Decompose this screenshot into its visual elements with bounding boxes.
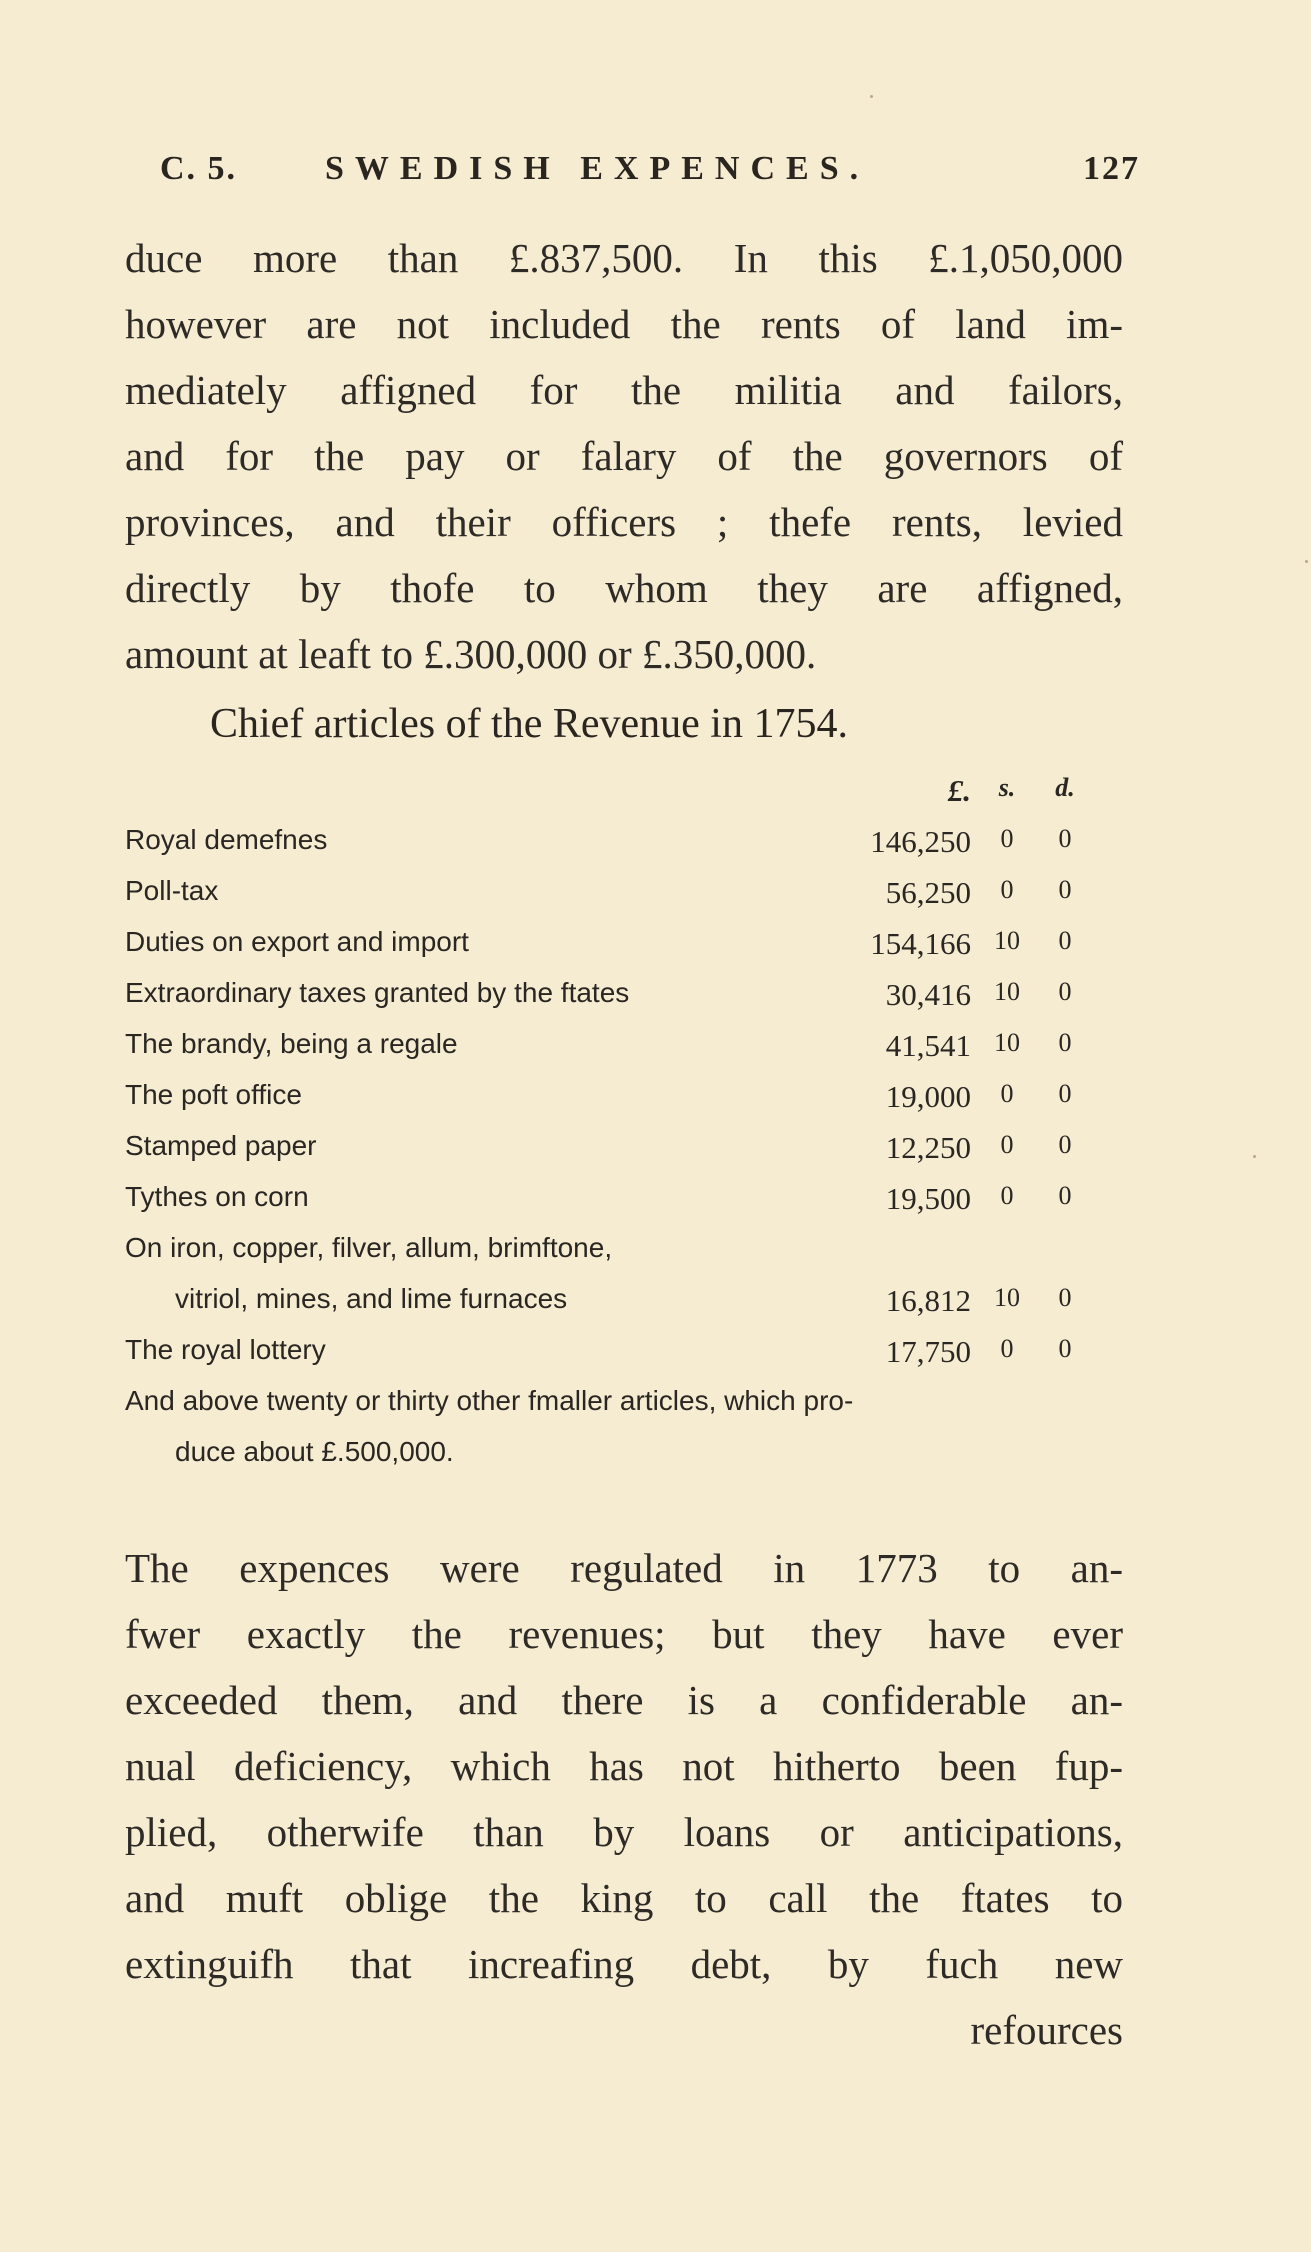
row-label: Poll-tax: [125, 875, 219, 906]
row-pounds: 16,812: [885, 1283, 971, 1318]
text-line: provinces, and their officers ; thefe rents, levied: [125, 499, 1123, 545]
table-row: [125, 1326, 1123, 1377]
table-row: [125, 816, 1123, 867]
table-title: Chief articles of the Revenue in 1754.: [210, 701, 848, 747]
row-pounds: 17,750: [885, 1334, 971, 1369]
text-line: mediately affigned for the militia and failors,: [125, 367, 1123, 413]
text-line: amount at leaft to £.300,000 or £.350,000.: [125, 631, 817, 677]
row-pounds: 41,541: [885, 1028, 971, 1063]
row-label-continued: vitriol, mines, and lime furnaces: [175, 1283, 568, 1314]
table-row: [125, 867, 1123, 918]
table-row: [125, 918, 1123, 969]
table-row: [125, 1122, 1123, 1173]
text-line: The expences were regulated in 1773 to an-: [125, 1545, 1123, 1591]
row-pence: 0: [1058, 1130, 1072, 1159]
row-pence: 0: [1058, 1079, 1072, 1108]
row-pounds: 56,250: [885, 875, 971, 910]
table-row: [125, 1173, 1123, 1224]
row-pounds: 12,250: [885, 1130, 971, 1165]
running-title: SWEDISH EXPENCES.: [325, 150, 870, 187]
row-pence: 0: [1058, 926, 1072, 955]
paper-speck: [1253, 1155, 1256, 1158]
table-row-continued: [125, 1275, 1123, 1326]
row-pence: 0: [1058, 1181, 1072, 1210]
row-label: Extraordinary taxes granted by the ftates: [125, 977, 630, 1008]
table-row: [125, 1071, 1123, 1122]
pence-column-header: d.: [1055, 773, 1075, 802]
row-pence: 0: [1058, 977, 1072, 1006]
text-line: however are not included the rents of land im-: [125, 301, 1123, 347]
paragraph-expences: [125, 1535, 1123, 2063]
row-pounds: 19,500: [885, 1181, 971, 1216]
revenue-table: [125, 765, 1123, 1479]
table-row: [125, 1020, 1123, 1071]
chapter-number: C. 5.: [160, 150, 238, 187]
text-line: extinguifh that increafing debt, by fuch new: [125, 1941, 1123, 1987]
row-label: The poft office: [125, 1079, 302, 1110]
row-shillings: 0: [1000, 1130, 1014, 1159]
running-header: [160, 150, 1140, 200]
row-label: The brandy, being a regale: [125, 1028, 458, 1059]
row-pounds: 146,250: [870, 824, 971, 859]
catchword: refources: [970, 2007, 1123, 2053]
table-note: [125, 1377, 1123, 1428]
text-line: exceeded them, and there is a confiderable an-: [125, 1677, 1123, 1723]
row-pence: 0: [1058, 1334, 1072, 1363]
row-pence: 0: [1058, 875, 1072, 904]
text-line: and for the pay or falary of the governors of: [125, 433, 1123, 479]
row-label: On iron, copper, filver, allum, brimftone,: [125, 1232, 613, 1263]
text-line: nual deficiency, which has not hitherto been fup-: [125, 1743, 1123, 1789]
row-pence: 0: [1058, 824, 1072, 853]
row-label: Tythes on corn: [125, 1181, 309, 1212]
row-label: Stamped paper: [125, 1130, 317, 1161]
row-shillings: 10: [994, 926, 1020, 955]
row-label: Royal demefnes: [125, 824, 328, 855]
row-shillings: 10: [994, 1028, 1020, 1057]
table-note: [125, 1428, 1123, 1479]
paper-speck: [1305, 560, 1308, 563]
row-shillings: 0: [1000, 1079, 1014, 1108]
text-line: duce more than £.837,500. In this £.1,050,000: [125, 235, 1123, 281]
text-line: and muft oblige the king to call the ftates to: [125, 1875, 1123, 1921]
row-label: The royal lottery: [125, 1334, 326, 1365]
pounds-column-header: £.: [947, 773, 971, 808]
note-line: duce about £.500,000.: [175, 1436, 454, 1467]
row-shillings: 0: [1000, 1181, 1014, 1210]
row-pounds: 154,166: [870, 926, 971, 961]
row-pounds: 30,416: [885, 977, 971, 1012]
text-line: directly by thofe to whom they are affigned,: [125, 565, 1123, 611]
shillings-column-header: s.: [998, 773, 1016, 802]
row-shillings: 0: [1000, 875, 1014, 904]
row-pence: 0: [1058, 1028, 1072, 1057]
text-line: fwer exactly the revenues; but they have ever: [125, 1611, 1123, 1657]
row-pence: 0: [1058, 1283, 1072, 1312]
table-row: [125, 969, 1123, 1020]
paper-speck: [870, 95, 873, 98]
row-label: Duties on export and import: [125, 926, 469, 957]
row-pounds: 19,000: [885, 1079, 971, 1114]
page-number: 127: [1083, 150, 1140, 187]
row-shillings: 10: [994, 977, 1020, 1006]
row-shillings: 0: [1000, 824, 1014, 853]
row-shillings: 0: [1000, 1334, 1014, 1363]
table-row: [125, 1224, 1123, 1275]
note-line: And above twenty or thirty other fmaller articles, which pro-: [125, 1385, 854, 1416]
row-shillings: 10: [994, 1283, 1020, 1312]
paragraph-revenue-intro: [125, 225, 1123, 687]
text-line: plied, otherwife than by loans or anticipations,: [125, 1809, 1123, 1855]
table-header-row: [125, 765, 1123, 816]
